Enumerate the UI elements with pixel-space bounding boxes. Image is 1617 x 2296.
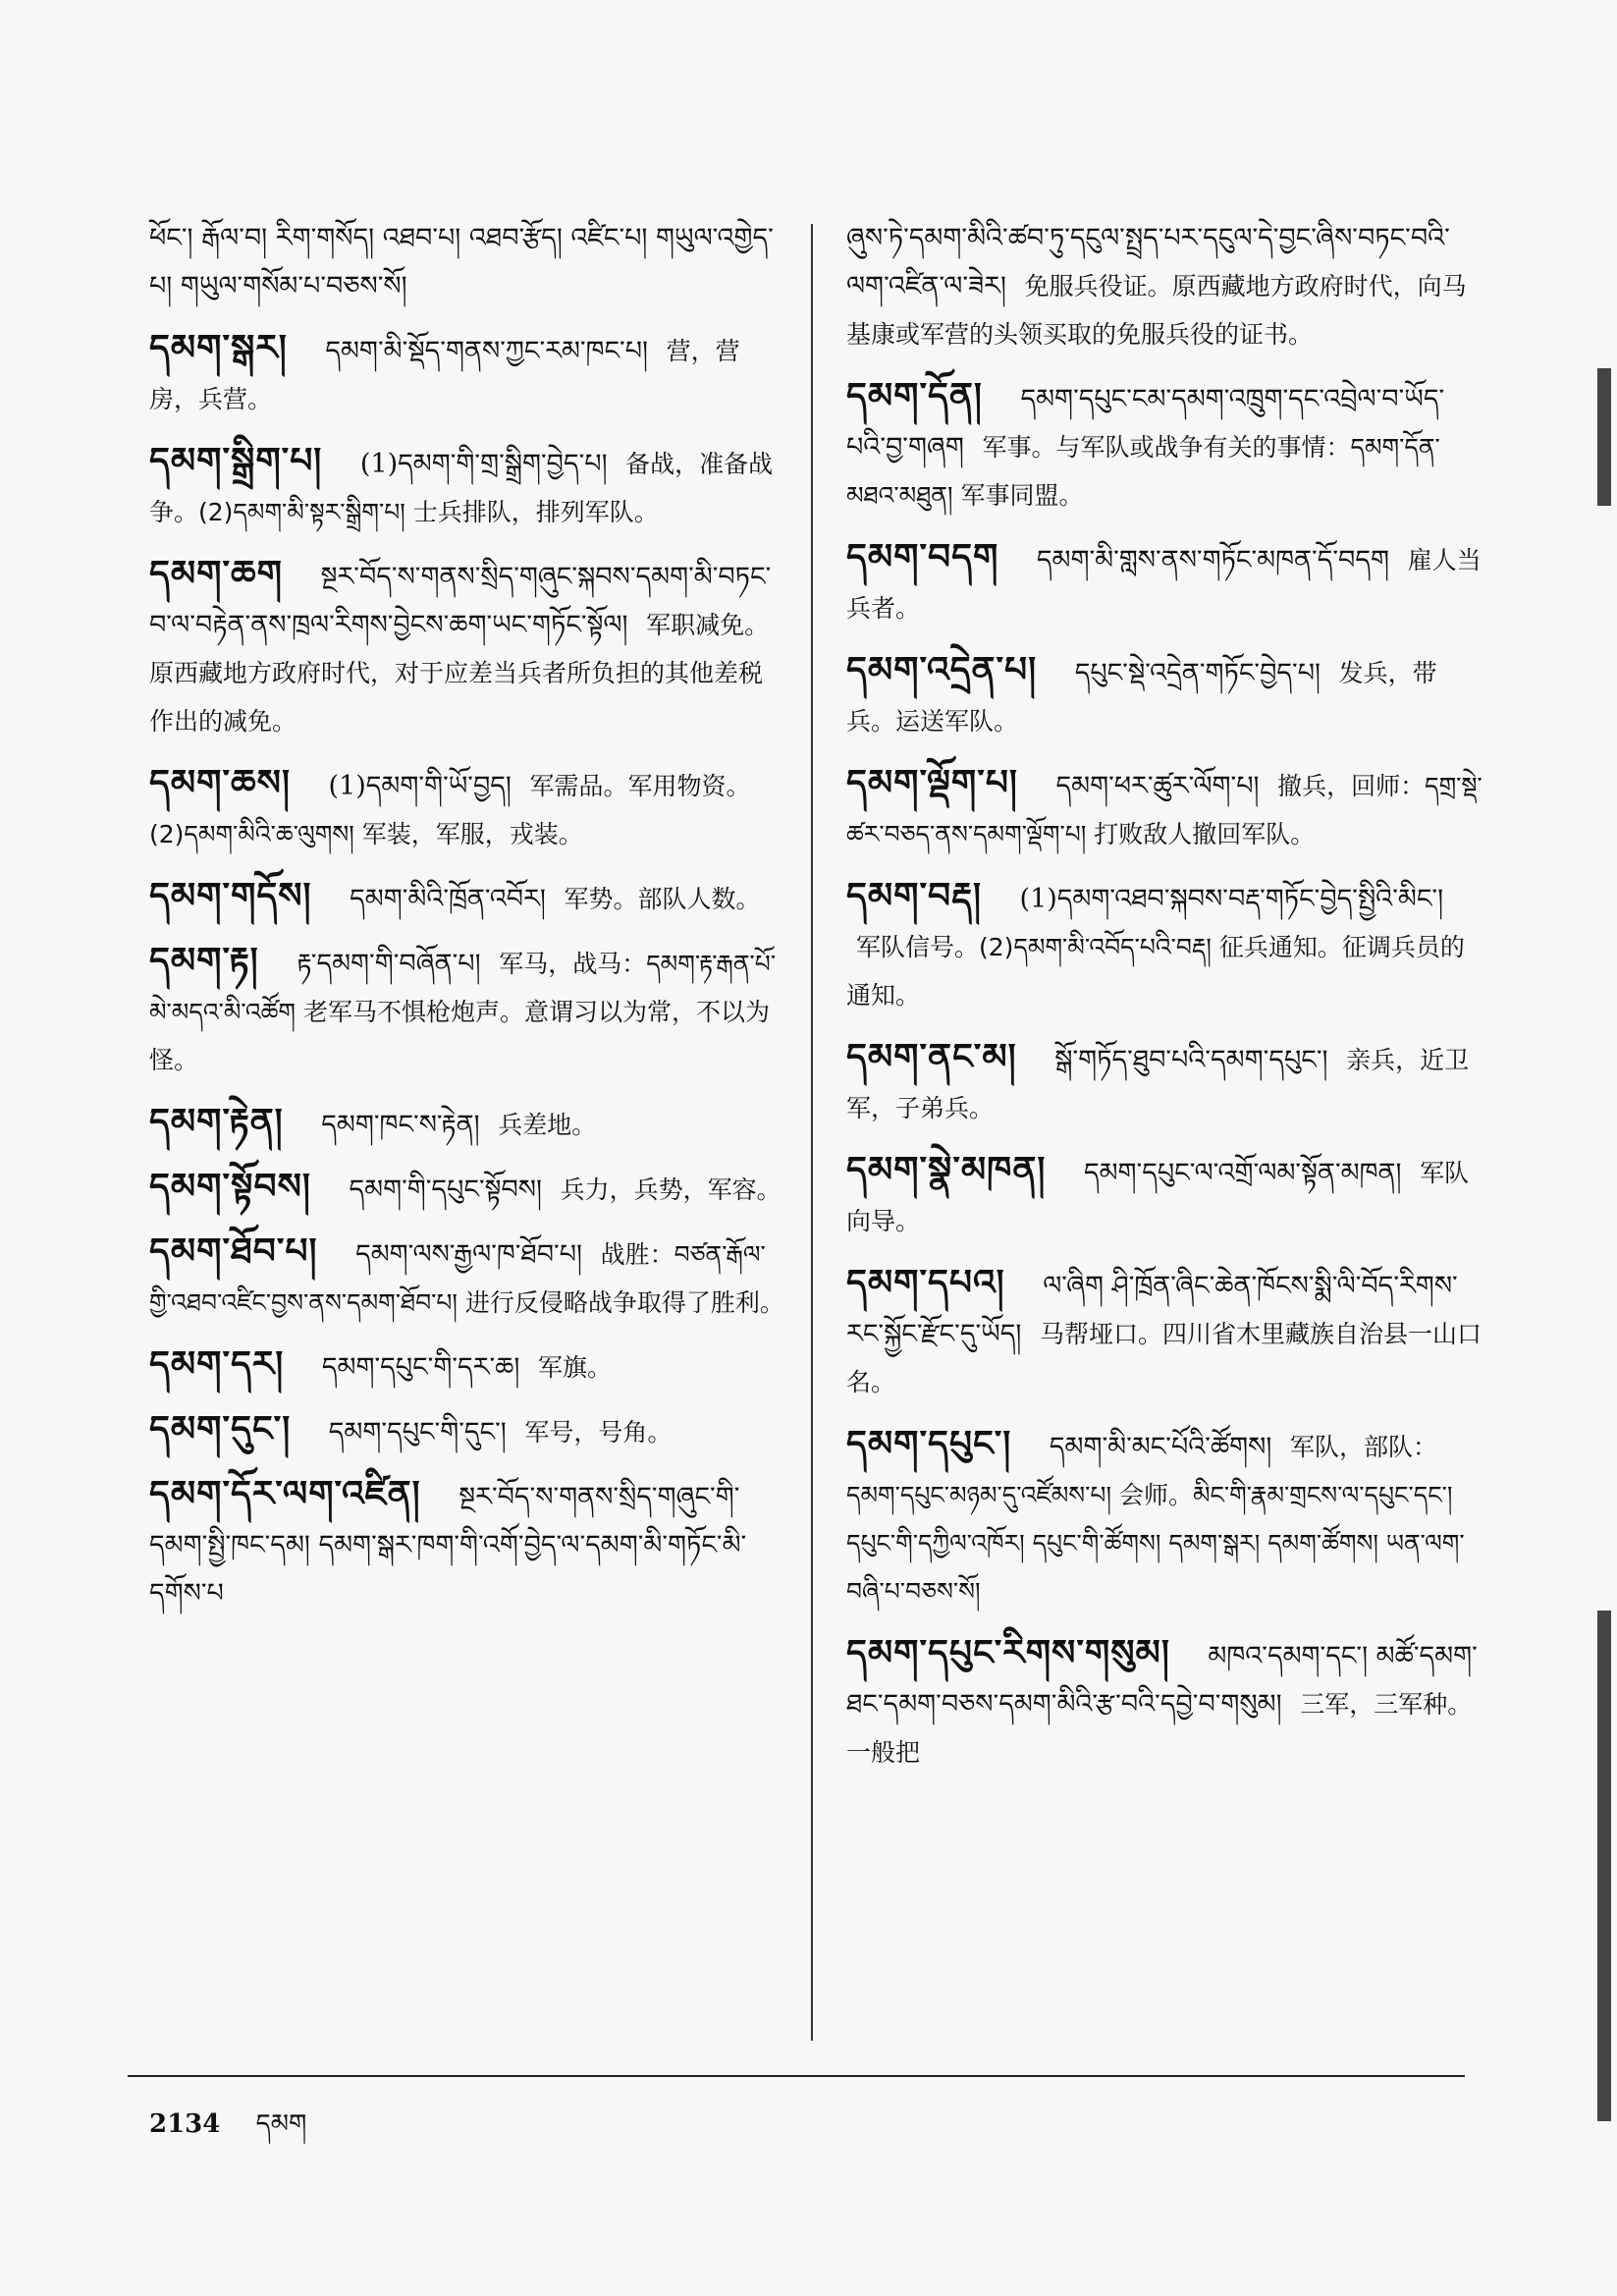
entry-headword: དམག་ཆག <box>149 553 283 594</box>
entry-tibetan: དམག་གི་དཔུང་སྟོབས། <box>349 1175 543 1205</box>
dictionary-entry <box>149 1405 785 1456</box>
entry-chinese: 军队向导。 <box>846 1159 1470 1235</box>
entry-tibetan: དམག་མི་གླས་ནས་གཏོང་མཁན་དོ་བདག <box>1036 545 1389 575</box>
entry-headword: དམག་ཐོབ་པ། <box>149 1230 318 1272</box>
entry-headword: དམག་དོན། <box>846 375 983 416</box>
entry-tibetan: (1)དམག་གི་ཡོ་བྱད། <box>328 771 512 801</box>
dictionary-entry <box>846 1033 1482 1132</box>
dictionary-entry <box>846 1146 1482 1245</box>
entry-tibetan: སྔར་བོད་ས་གནས་སྲིད་གཞུང་སྐབས་དམག་མི་བཏང་བ་ལ་བརྟེན་ནས་ཁྲལ་རིགས་བྱེངས་ཆག་ཡང་གཏོང་སྟོལ། <box>149 562 772 640</box>
dictionary-entry <box>149 1163 785 1214</box>
entry-headword: དམག་ཆས། <box>149 762 291 803</box>
entry-chinese: 军需品。军用物资。(2)དམག་མིའི་ཆ་ལུགས། 军装，军服，戎装。 <box>149 772 751 848</box>
dictionary-entry <box>846 872 1482 1019</box>
dictionary-entry <box>846 759 1482 858</box>
entry-chinese: 军号，号角。 <box>524 1418 673 1447</box>
running-head: དམག <box>255 2109 307 2139</box>
entry-chinese: 马帮垭口。四川省木里藏族自治县一山口名。 <box>846 1320 1482 1396</box>
entry-chinese: 撤兵，回师：དགྲ་སྡེ་ཚར་བཅད་ནས་དམག་ལྡོག་པ། 打败敌人撤回军队。 <box>846 772 1482 848</box>
entry-tibetan: (1)དམག་གི་གྲ་སྒྲིག་བྱེད་པ། <box>359 449 608 479</box>
dictionary-entry <box>149 550 785 745</box>
entry-chinese: 军事。与军队或战争有关的事情：དམག་དོན་མཐའ་མཐུན། 军事同盟。 <box>846 433 1440 510</box>
entry-chinese: 发兵，带兵。运送军队。 <box>846 659 1437 736</box>
entry-tibetan: དམག་མི་སྡོད་གནས་ཀྱང་རམ་ཁང་པ། <box>325 336 649 366</box>
entry-chinese: 战胜：བཙན་རྒོལ་གྱི་འཐབ་འཛིང་བྱས་ནས་དམག་ཐོབ་པ། 进行反侵略战争取得了胜利。 <box>149 1240 784 1317</box>
dictionary-entry <box>149 1228 785 1327</box>
column-divider <box>811 224 813 2041</box>
entry-chinese: 兵力，兵势，军容。 <box>560 1175 782 1204</box>
entry-chinese: 军马，战马：དམག་རྟ་རྒན་པོ་མེ་མདའ་མི་འཚོག 老军马不惧枪炮声。意谓习以为常，不以为怪。 <box>149 950 777 1074</box>
dictionary-entry <box>149 759 785 858</box>
entry-tibetan: སྔར་བོད་ས་གནས་སྲིད་གཞུང་གི་དམག་སྤྱི་ཁང་དམ། དམག་སྒར་ཁག་གི་འགོ་བྱེད་ལ་དམག་མི་གཏོང་མི་དགོས་པ <box>149 1482 747 1609</box>
dictionary-entry <box>846 533 1482 632</box>
entry-chinese: 亲兵，近卫军，子弟兵。 <box>846 1046 1470 1122</box>
entry-headword: དམག་གདོས། <box>149 875 312 916</box>
entry-tibetan: དམག་མིའི་ཁྲོན་འབོར། <box>350 884 546 914</box>
entry-chinese: 三军，三军种。一般把 <box>846 1690 1473 1767</box>
entry-tibetan: དམག་དཔུང་གི་དུང་། <box>328 1417 507 1448</box>
entry-chinese: 备战，准备战争。(2)དམག་མི་སྟར་སྒྲིག་པ། 士兵排队，排列军队。 <box>149 450 774 526</box>
entry-tibetan: དམག་དཔུང་ངམ་དམག་འཁྲུག་དང་འབྲེལ་བ་ཡོད་པའི་བྱ་གཞག <box>846 384 1445 463</box>
dictionary-entry <box>149 1470 785 1617</box>
entry-tibetan: དམག་དཔུང་གི་དར་ཆ། <box>321 1352 520 1383</box>
entry-tibetan: རྟ་དམག་གི་བཞོན་པ། <box>296 949 481 979</box>
entry-tibetan: ཞུས་ཏེ་དམག་མིའི་ཚབ་ཏུ་དངུལ་སྤྲད་པར་དངུལ་དེ་བྱང་ཞིས་བཏང་བའི་ལག་འཛིན་ལ་ཟེར། <box>846 223 1450 301</box>
page-number: 2134 <box>149 2109 221 2139</box>
entry-continuation <box>846 214 1482 358</box>
entry-headword: དམག་དོར་ལག་འཛིན། <box>149 1473 421 1514</box>
dictionary-entry <box>846 1420 1482 1615</box>
entry-headword: དམག་དཔའ། <box>846 1262 1005 1303</box>
entry-headword: དམག་བདག <box>846 536 999 577</box>
left-column <box>149 214 785 1631</box>
entry-chinese: 军队信号。(2)དམག་མི་འབོད་པའི་བརྡ། 征兵通知。征调兵员的通知。 <box>846 933 1465 1010</box>
entry-headword: དམག་དཔུང་རིགས་གསུམ། <box>846 1632 1170 1673</box>
entry-headword: དམག་དར། <box>149 1343 285 1385</box>
entry-headword: དམག་ལྡོག་པ། <box>846 762 1018 803</box>
entry-headword: དམག་འདྲེན་པ། <box>846 649 1038 690</box>
entry-tibetan: དམག་ཁང་ས་རྟེན། <box>321 1110 480 1140</box>
right-column <box>846 214 1482 1790</box>
entry-tibetan: དམག་ལས་རྒྱལ་ཁ་ཐོབ་པ། <box>355 1239 583 1270</box>
entry-tibetan: ལ་ཞིག ཤི་ཁྲོན་ཞིང་ཆེན་ཁོངས་སྨི་ལི་བོད་རིགས་རང་སྐྱོང་རྫོང་དུ་ཡོད། <box>846 1271 1458 1349</box>
scan-mark <box>1597 368 1611 506</box>
entry-headword: དམག་རྟེན། <box>149 1101 284 1142</box>
dictionary-entry <box>149 872 785 923</box>
entry-tibetan: སྒོ་གཏོད་ཐུབ་པའི་དམག་དཔུང་། <box>1054 1045 1328 1075</box>
entry-headword: དམག་སྣེ་མཁན། <box>846 1149 1047 1190</box>
dictionary-entry <box>149 1098 785 1149</box>
scan-mark <box>1597 1611 1611 2121</box>
entry-tibetan: དམག་མི་མང་པོའི་ཚོགས། <box>1049 1432 1272 1462</box>
entry-chinese: 兵差地。 <box>498 1111 597 1139</box>
entry-tibetan: ཕོང་། རྒོལ་བ། རིག་གསོད། འཐབ་པ། འཐབ་རྩོད། འཛིང་པ། གཡུལ་འགྱེད་པ། གཡུལ་གསོམ་པ་བཅས་སོ། <box>149 223 774 301</box>
dictionary-entry <box>149 1340 785 1392</box>
entry-chinese: 军队，部队：དམག་དཔུང་མཉམ་དུ་འཛོམས་པ། 会师。མིང་གི་རྣམ་གྲངས་ལ་དཔུང་དང་། དཔུང་གི་དཀྱིལ་འཁོར། དཔུང་གི་ཚོགས། དམག་སྒར། དམག་ཚོགས། ཡན་ལག་བཞི་པ་བཅས་སོ། <box>846 1433 1465 1606</box>
entry-headword: དམག་དཔུང་། <box>846 1423 1012 1464</box>
entry-tibetan: དཔུང་སྡེ་འདྲེན་གཏོང་བྱེད་པ། <box>1074 658 1321 688</box>
entry-chinese: 军旗。 <box>537 1353 612 1382</box>
dictionary-entry <box>846 372 1482 519</box>
dictionary-entry <box>846 646 1482 745</box>
entry-tibetan: (1)དམག་འཐབ་སྐབས་བརྡ་གཏོང་བྱེད་སྤྱིའི་མིང་། <box>1019 884 1444 914</box>
entry-headword: དམག་རྟ། <box>149 940 259 981</box>
entry-tibetan: དམག་ཕར་ཚུར་ལོག་པ། <box>1055 771 1260 801</box>
entry-chinese: 免服兵役证。原西藏地方政府时代，向马基康或军营的头领买取的免服兵役的证书。 <box>846 272 1467 349</box>
dictionary-entry <box>149 937 785 1084</box>
dictionary-entry <box>846 1629 1482 1777</box>
dictionary-entry <box>846 1259 1482 1406</box>
dictionary-entry <box>149 324 785 423</box>
scan-margin-marks <box>1588 0 1617 2296</box>
entry-chinese: 军职减免。原西藏地方政府时代，对于应差当兵者所负担的其他差税作出的减免。 <box>149 611 770 736</box>
footer-rule <box>128 2075 1465 2077</box>
entry-headword: དམག་སྒར། <box>149 327 288 368</box>
entry-tibetan: དམག་དཔུང་ལ་འགྲོ་ལམ་སྟོན་མཁན། <box>1083 1158 1402 1188</box>
entry-headword: དམག་དུང་། <box>149 1408 292 1449</box>
entry-chinese: 营，营房，兵营。 <box>149 337 740 413</box>
entry-headword: དམག་སྒྲིག་པ། <box>149 440 323 481</box>
entry-continuation <box>149 214 785 310</box>
entry-chinese: 军势。部队人数。 <box>564 885 761 913</box>
page-footer <box>149 2096 334 2167</box>
dictionary-entry <box>149 437 785 536</box>
entry-headword: དམག་བརྡ། <box>846 875 982 916</box>
entry-chinese: 雇人当兵者。 <box>846 546 1482 623</box>
entry-tibetan: མཁའ་དམག་དང་། མཚོ་དམག་ཐང་དམག་བཅས་དམག་མིའི་རྩ་བའི་དབྱེ་བ་གསུམ། <box>846 1641 1478 1720</box>
entry-headword: དམག་སྟོབས། <box>149 1166 311 1207</box>
entry-headword: དམག་ནང་མ། <box>846 1036 1017 1077</box>
